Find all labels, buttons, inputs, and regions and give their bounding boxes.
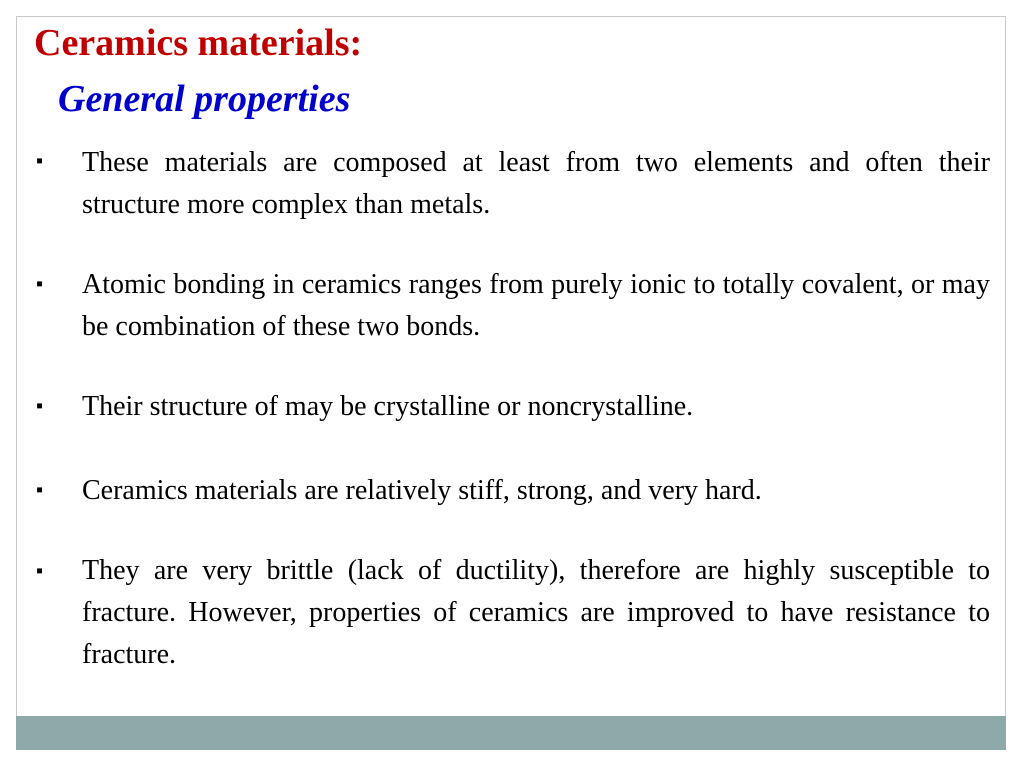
- bullet-item: These materials are composed at least from two elements and often their structure more complex than metals.: [82, 147, 990, 220]
- bullet-item: They are very brittle (lack of ductility), therefore are highly susceptible to fracture. However, properties of ceramics are improved to have resistance to fracture.: [82, 555, 990, 670]
- bullet-marker-icon: ▪: [36, 395, 44, 417]
- bullet-marker-icon: ▪: [36, 273, 44, 295]
- slide-subtitle: General properties: [58, 78, 351, 120]
- slide-title: Ceramics materials:: [34, 22, 363, 64]
- footer-bar: [16, 716, 1006, 750]
- bullet-item: Atomic bonding in ceramics ranges from purely ionic to totally covalent, or may be combination of these two bonds.: [82, 269, 990, 342]
- bullet-marker-icon: ▪: [36, 560, 44, 582]
- bullet-marker-icon: ▪: [36, 150, 44, 172]
- bullet-item: Ceramics materials are relatively stiff, strong, and very hard.: [82, 475, 762, 506]
- bullet-item: Their structure of may be crystalline or noncrystalline.: [82, 391, 694, 422]
- bullet-marker-icon: ▪: [36, 479, 44, 501]
